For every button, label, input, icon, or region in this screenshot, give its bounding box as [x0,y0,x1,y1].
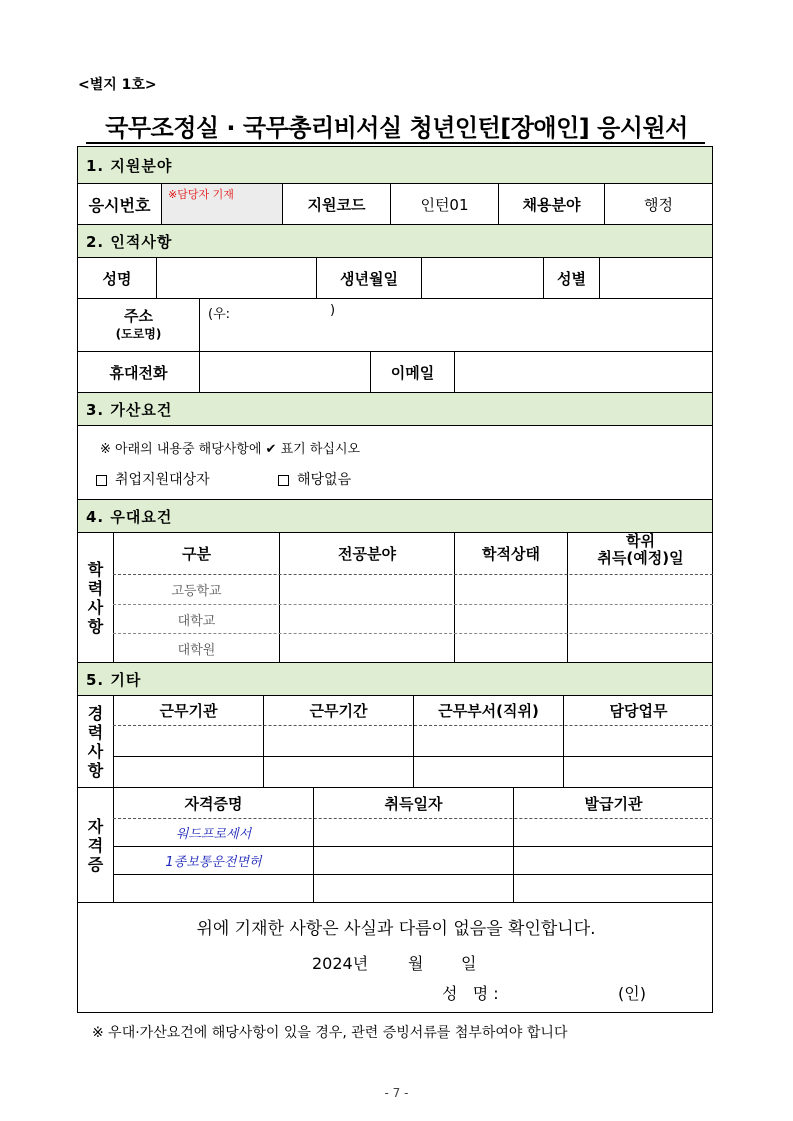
bonus-box [77,425,713,500]
cert-row-1: 워드프로세서 [175,827,252,842]
address-zip-suffix: ) [330,303,336,318]
address-input[interactable] [199,298,713,352]
exam-no-label: 응시번호 [77,183,162,225]
cert-side-label: 자 격 증 [87,816,104,874]
section-bonus: 3. 가산요건 [77,392,713,426]
career-header-dept: 근무부서(직위) [438,702,539,720]
cert-header-issuer: 발급기관 [584,795,643,813]
address-zip-prefix: (우: [208,307,231,322]
confirm-year: 2024년 [312,954,369,973]
address-sub-label: (도로명) [115,327,162,341]
footnote: ※ 우대·가산요건에 해당사항이 있을 경우, 관련 증빙서류를 첨부하여야 합니다 [92,1025,568,1041]
education-side-label: 학 력 사 항 [87,559,104,636]
confirm-day: 일 [461,954,477,973]
name-input[interactable] [156,257,317,299]
edu-header-degree [568,533,713,567]
field-label: 채용분야 [498,183,605,225]
section-preference: 4. 우대요건 [77,499,713,533]
edu-row-univ: 대학교 [177,614,216,629]
form-title: 국무조정실 · 국무총리비서실 청년인턴[장애인] 응시원서 [105,114,688,142]
checkbox-icon[interactable] [278,475,289,486]
career-table [77,695,713,788]
page-number: - 7 - [384,1086,409,1100]
email-input[interactable] [454,351,713,393]
bonus-instruction: ※ 아래의 내용중 해당사항에 ✔ 표기 하십시오 [100,442,361,457]
bonus-option-1[interactable] [96,469,210,489]
confirm-sign-label: 성 명 : [442,984,499,1003]
address-label-cell [77,298,200,352]
confirm-month: 월 [408,954,424,973]
cert-row-2: 1종보통운전면허 [165,855,262,870]
birth-label: 생년월일 [316,257,422,299]
field-value[interactable]: 행정 [604,183,713,225]
application-form [77,146,713,1013]
edu-header-degree-line1: 학위 [626,532,655,550]
cert-table [77,787,713,903]
education-table [77,532,713,663]
code-label: 지원코드 [282,183,391,225]
career-side-label: 경 력 사 항 [87,703,104,780]
edu-header-status: 학적상태 [482,545,540,563]
edu-header-degree-line2: 취득(예정)일 [597,549,684,567]
confirm-statement: 위에 기재한 사항은 사실과 다름이 없음을 확인합니다. [196,919,596,939]
title-underline [86,142,705,144]
exam-no-note: ※담당자 기재 [168,188,234,201]
section-other: 5. 기타 [77,662,713,696]
edu-header-major: 전공분야 [338,545,396,563]
section-apply-field: 1. 지원분야 [77,146,713,184]
edu-row-grad: 대학원 [177,643,216,658]
name-label: 성명 [77,257,157,299]
confirmation-box [77,902,713,1013]
annex-label: <별지 1호> [78,77,157,93]
phone-input[interactable] [199,351,371,393]
career-header-duty: 담당업무 [609,702,668,720]
edu-row-high: 고등학교 [171,584,222,599]
phone-label: 휴대전화 [77,351,200,393]
cert-header-date: 취득일자 [384,795,443,813]
bonus-option-1-label: 취업지원대상자 [115,472,210,488]
code-value[interactable]: 인턴01 [390,183,499,225]
gender-label: 성별 [543,257,600,299]
checkbox-icon[interactable] [96,475,107,486]
bonus-option-2[interactable] [278,469,351,489]
exam-no-field [161,183,283,225]
career-header-org: 근무기관 [159,702,218,720]
section-personal: 2. 인적사항 [77,224,713,258]
career-header-period: 근무기간 [309,702,368,720]
address-label: 주소 [124,307,153,325]
bonus-option-2-label: 해당없음 [297,472,352,488]
edu-header-category: 구분 [182,545,211,563]
gender-input[interactable] [599,257,713,299]
email-label: 이메일 [370,351,455,393]
cert-header-name: 자격증명 [184,795,243,813]
birth-input[interactable] [421,257,544,299]
confirm-seal[interactable]: (인) [618,984,646,1003]
